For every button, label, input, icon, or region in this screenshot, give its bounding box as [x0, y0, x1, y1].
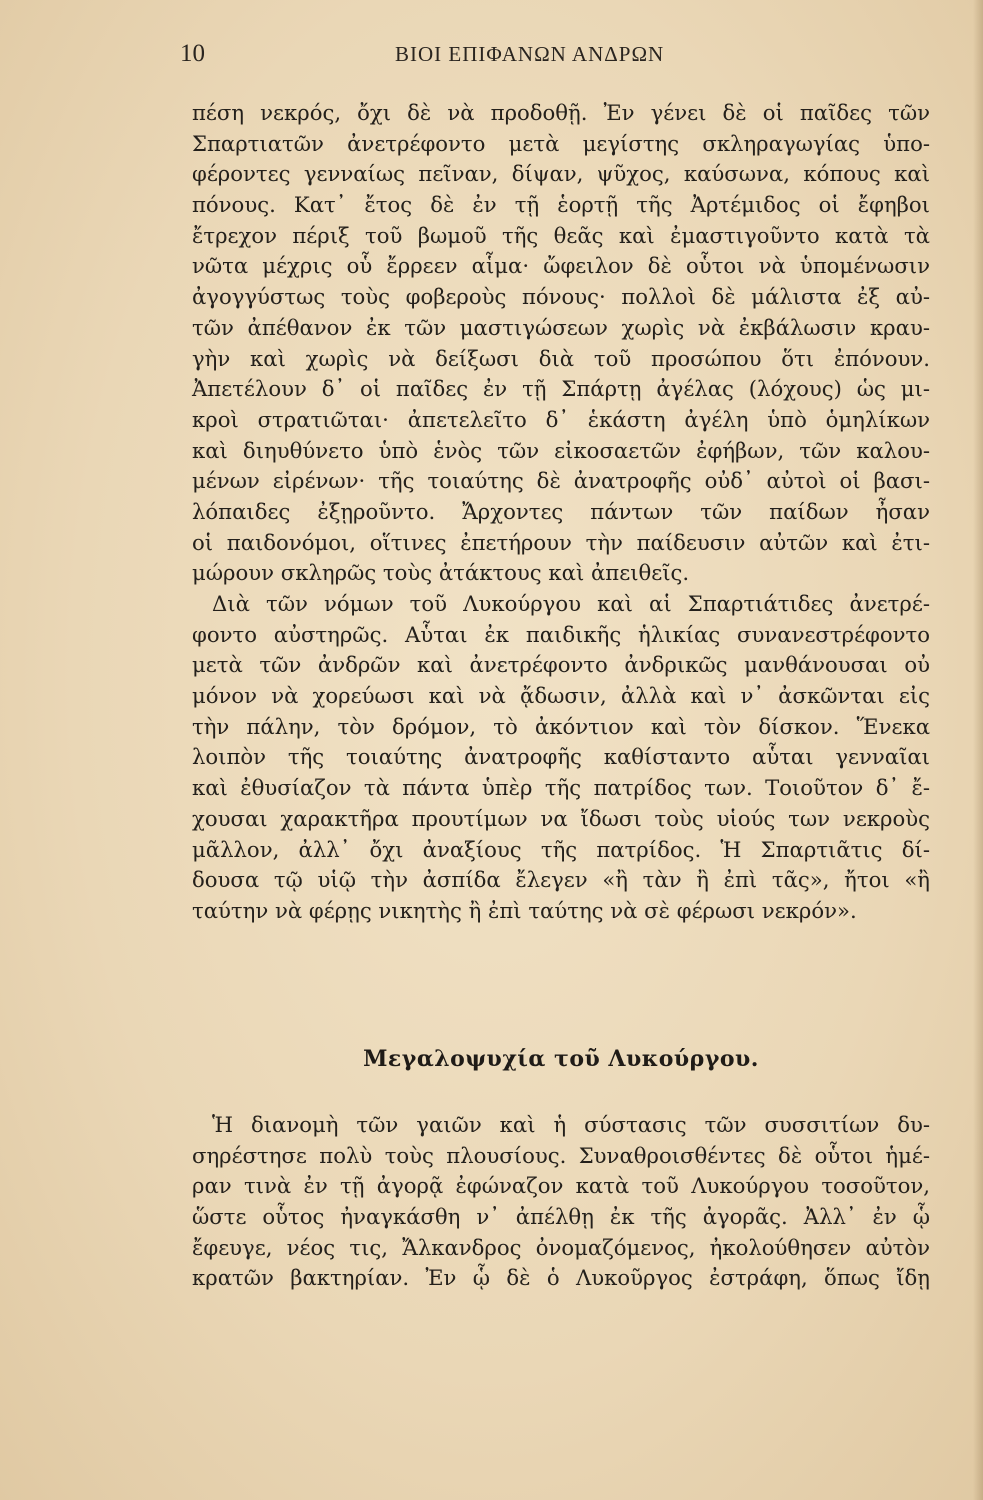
- running-head: ΒΙΟΙ ΕΠΙΦΑΝΩΝ ΑΝΔΡΩΝ: [395, 42, 665, 66]
- text-line: οἱ παιδονόμοι, οἵτινες ἐπετήρουν τὴν παίδευσιν αὐτῶν καὶ ἐτι-: [192, 529, 930, 555]
- text-line: πόνους. Κατ᾽ ἔτος δὲ ἐν τῇ ἑορτῇ τῆς Ἀρτέμιδος οἱ ἔφηβοι: [192, 192, 930, 218]
- section-heading: Μεγαλοψυχία τοῦ Λυκούργου.: [363, 1046, 759, 1072]
- page-header: [180, 40, 900, 74]
- text-line: χουσαι χαρακτῆρα προυτίμων να ἴδωσι τοὺς υἱούς των νεκροὺς: [192, 805, 930, 831]
- text-line: Ἀπετέλουν δ᾽ οἱ παῖδες ἐν τῇ Σπάρτῃ ἀγέλας (λόχους) ὡς μι-: [192, 376, 930, 402]
- text-line: καὶ διηυθύνετο ὑπὸ ἑνὸς τῶν εἰκοσαετῶν ἐφήβων, τῶν καλου-: [192, 437, 930, 463]
- text-line: λόπαιδες ἐξῃροῦντο. Ἄρχοντες πάντων τῶν παίδων ἦσαν: [192, 498, 930, 524]
- text-line: ραν τινὰ ἐν τῇ ἀγορᾷ ἐφώναζον κατὰ τοῦ Λυκούργου τοσοῦτον,: [192, 1173, 930, 1199]
- text-line: γὴν καὶ χωρὶς νὰ δείξωσι διὰ τοῦ προσώπου ὅτι ἐπόνουν.: [192, 345, 930, 371]
- text-line: τὴν πάλην, τὸν δρόμον, τὸ ἀκόντιον καὶ τὸν δίσκον. Ἕνεκα: [192, 713, 930, 739]
- text-line: κρατῶν βακτηρίαν. Ἐν ᾧ δὲ ὁ Λυκοῦργος ἐστράφη, ὅπως ἴδῃ: [192, 1265, 930, 1291]
- main-text-block: [192, 98, 930, 927]
- text-line: ὥστε οὗτος ἠναγκάσθη ν᾽ ἀπέλθῃ ἐκ τῆς ἀγορᾶς. Ἀλλ᾽ ἐν ᾧ: [192, 1204, 930, 1230]
- text-line: κροὶ στρατιῶται· ἀπετελεῖτο δ᾽ ἑκάστη ἀγέλη ὑπὸ ὁμηλίκων: [192, 406, 930, 432]
- text-line: Σπαρτιατῶν ἀνετρέφοντο μετὰ μεγίστης σκληραγωγίας ὑπο-: [192, 130, 930, 156]
- text-line: λοιπὸν τῆς τοιαύτης ἀνατροφῆς καθίσταντο αὗται γενναῖαι: [192, 744, 930, 770]
- text-line: μόνον νὰ χορεύωσι καὶ νὰ ᾄδωσιν, ἀλλὰ καὶ ν᾽ ἀσκῶνται εἰς: [192, 683, 930, 709]
- text-line: μετὰ τῶν ἀνδρῶν καὶ ἀνετρέφοντο ἀνδρικῶς μανθάνουσαι οὐ: [192, 652, 930, 678]
- text-line: ἔφευγε, νέος τις, Ἄλκανδρος ὀνομαζόμενος, ἠκολούθησεν αὐτὸν: [192, 1234, 930, 1260]
- text-line: φέροντες γενναίως πεῖναν, δίψαν, ψῦχος, καύσωνα, κόπους καὶ: [192, 161, 930, 187]
- text-line: σηρέστησε πολὺ τοὺς πλουσίους. Συναθροισθέντες δὲ οὗτοι ἡμέ-: [192, 1142, 930, 1168]
- text-line: μένων εἰρένων· τῆς τοιαύτης δὲ ἀνατροφῆς οὐδ᾽ αὐτοὶ οἱ βασι-: [192, 468, 930, 494]
- text-line: πέση νεκρός, ὄχι δὲ νὰ προδοθῇ. Ἐν γένει δὲ οἱ παῖδες τῶν: [192, 100, 930, 125]
- text-line: Ἡ διανομὴ τῶν γαιῶν καὶ ἡ σύστασις τῶν συσσιτίων δυ-: [212, 1112, 930, 1137]
- section-text-block: [192, 1110, 930, 1294]
- text-line: δουσα τῷ υἱῷ τὴν ἀσπίδα ἔλεγεν «ἢ τὰν ἢ ἐπὶ τᾶς», ἤτοι «ἢ: [192, 867, 930, 893]
- text-line: Διὰ τῶν νόμων τοῦ Λυκούργου καὶ αἱ Σπαρτιάτιδες ἀνετρέ-: [212, 591, 930, 616]
- page-edge-shadow: [973, 0, 983, 1500]
- text-line: ταύτην νὰ φέρῃς νικητὴς ἢ ἐπὶ ταύτης νὰ σὲ φέρωσι νεκρόν».: [192, 897, 857, 923]
- text-line: ἀγογγύστως τοὺς φοβεροὺς πόνους· πολλοὶ δὲ μάλιστα ἐξ αὐ-: [192, 284, 930, 310]
- page-number: 10: [180, 40, 205, 67]
- text-line: καὶ ἐθυσίαζον τὰ πάντα ὑπὲρ τῆς πατρίδος των. Τοιοῦτον δ᾽ ἔ-: [192, 775, 930, 801]
- text-line: μώρουν σκληρῶς τοὺς ἀτάκτους καὶ ἀπειθεῖς.: [192, 560, 690, 586]
- text-line: νῶτα μέχρις οὗ ἔρρεεν αἷμα· ὤφειλον δὲ οὗτοι νὰ ὑπομένωσιν: [192, 253, 930, 279]
- text-line: μᾶλλον, ἀλλ᾽ ὄχι ἀναξίους τῆς πατρίδος. Ἡ Σπαρτιᾶτις δί-: [192, 836, 930, 862]
- text-line: φοντο αὐστηρῶς. Αὗται ἐκ παιδικῆς ἡλικίας συνανεστρέφοντο: [192, 621, 930, 647]
- text-line: ἔτρεχον πέριξ τοῦ βωμοῦ τῆς θεᾶς καὶ ἐμαστιγοῦντο κατὰ τὰ: [192, 222, 930, 248]
- text-line: τῶν ἀπέθανον ἐκ τῶν μαστιγώσεων χωρὶς νὰ ἐκβάλωσιν κραυ-: [192, 314, 930, 340]
